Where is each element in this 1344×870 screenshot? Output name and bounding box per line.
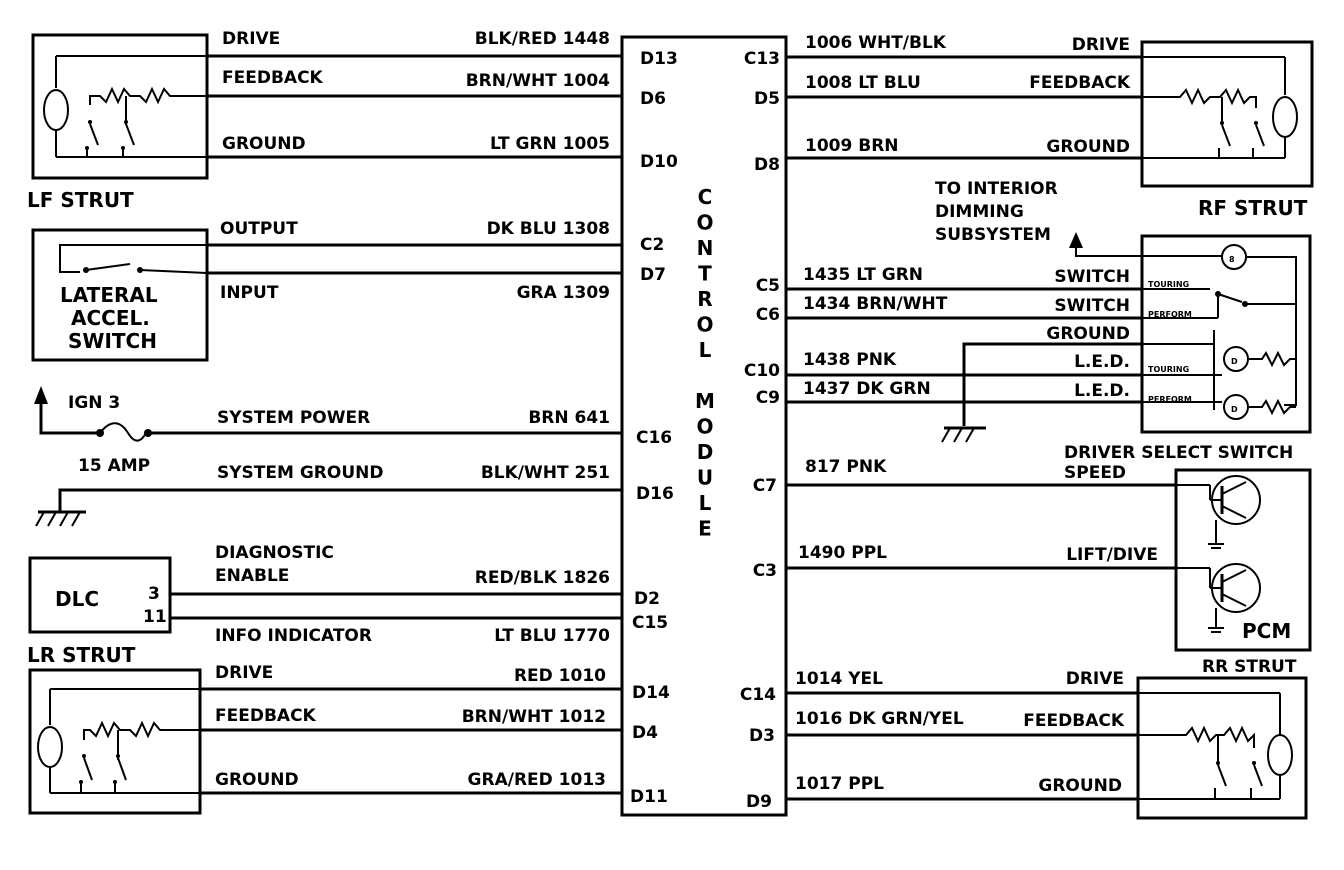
- right-labels: [740, 33, 1158, 812]
- fuse-icon: [100, 423, 146, 440]
- dimming-arrow-icon: [1069, 232, 1083, 248]
- control-module-letter: O: [696, 312, 714, 337]
- system-power-pin: C16: [636, 428, 673, 448]
- rr-feedback-func: FEEDBACK: [1023, 711, 1124, 731]
- rr-strut-label: RR STRUT: [1202, 657, 1297, 677]
- system-ground-func: SYSTEM GROUND: [217, 463, 384, 483]
- fuse-label: 15 AMP: [78, 456, 151, 476]
- rf-drive-pin: C13: [743, 49, 780, 69]
- control-module-letter: L: [698, 338, 712, 362]
- diag-enable-pin: D2: [634, 589, 660, 609]
- info-indicator-wire: LT BLU 1770: [494, 626, 610, 646]
- rf-strut: [1142, 42, 1312, 220]
- lf-strut: [27, 35, 207, 212]
- svg-text:D: D: [1231, 357, 1238, 366]
- control-module-letter: N: [696, 236, 714, 260]
- system-ground-wire: BLK/WHT 251: [480, 463, 610, 483]
- diag-enable-func-2: ENABLE: [215, 566, 290, 586]
- accel-input-pin: D7: [640, 265, 666, 285]
- rr-strut: [1138, 657, 1306, 818]
- info-indicator-func: INFO INDICATOR: [215, 626, 372, 646]
- lateral-accel-switch: [33, 230, 207, 360]
- rr-drive-pin: C14: [739, 685, 776, 705]
- pcm-liftdive-wire: 1490 PPL: [798, 543, 887, 563]
- led-perform-func: L.E.D.: [1074, 381, 1130, 401]
- led-touring-pin: C10: [743, 361, 780, 381]
- control-module-letter: C: [697, 185, 713, 209]
- rf-feedback-wire: 1008 LT BLU: [805, 73, 921, 93]
- rf-strut-switch-icon: [1142, 90, 1264, 158]
- lr-strut: [27, 643, 200, 813]
- rf-feedback-pin: D5: [754, 89, 780, 109]
- lateral-label-1: LATERAL: [60, 283, 158, 307]
- lr-ground-wire: GRA/RED 1013: [467, 770, 606, 790]
- lf-drive-pin: D13: [640, 49, 678, 69]
- dlc: [30, 558, 170, 632]
- control-module-letter: R: [697, 287, 713, 311]
- rr-drive-wire: 1014 YEL: [795, 669, 883, 689]
- lf-strut-label: LF STRUT: [27, 188, 134, 212]
- dimming-label-2: DIMMING: [935, 202, 1024, 222]
- sw-touring-func: SWITCH: [1054, 267, 1130, 287]
- lr-feedback-wire: BRN/WHT 1012: [461, 707, 606, 727]
- rf-drive-func: DRIVE: [1071, 35, 1130, 55]
- pcm-speed-func: SPEED: [1064, 463, 1127, 483]
- led-perform-wire: 1437 DK GRN: [803, 379, 931, 399]
- perform-label-1: PERFORM: [1148, 310, 1192, 319]
- pcm-speed-pin: C7: [752, 476, 777, 496]
- sw-ground-func: GROUND: [1046, 324, 1130, 344]
- control-module-vertical-label: [695, 185, 715, 541]
- lr-ground-pin: D11: [630, 787, 668, 807]
- touring-label-2: TOURING: [1148, 365, 1190, 374]
- dlc-pin-3: 3: [148, 584, 160, 604]
- rr-drive-func: DRIVE: [1065, 669, 1124, 689]
- pcm-speed-wire: 817 PNK: [805, 457, 887, 477]
- accel-output-wire: DK BLU 1308: [486, 219, 610, 239]
- lr-ground-func: GROUND: [215, 770, 299, 790]
- rr-ground-pin: D9: [746, 792, 772, 812]
- lf-drive-func: DRIVE: [222, 29, 281, 49]
- pcm-transistor-1-icon: [1176, 476, 1260, 548]
- svg-text:8: 8: [1229, 255, 1235, 264]
- rr-feedback-wire: 1016 DK GRN/YEL: [795, 709, 964, 729]
- control-module-letter: U: [696, 465, 714, 490]
- dimming-label-3: SUBSYSTEM: [935, 225, 1051, 245]
- system-power-wire: BRN 641: [528, 408, 610, 428]
- accel-output-func: OUTPUT: [220, 219, 298, 239]
- rr-feedback-pin: D3: [749, 726, 775, 746]
- pcm-liftdive-pin: C3: [752, 561, 777, 581]
- rf-feedback-func: FEEDBACK: [1029, 73, 1130, 93]
- ign-fuse: [34, 386, 152, 476]
- sw-perform-pin: C6: [755, 305, 780, 325]
- led-touring-func: L.E.D.: [1074, 352, 1130, 372]
- led-perform-pin: C9: [755, 388, 780, 408]
- control-module-letter: T: [698, 261, 712, 286]
- dlc-pin-11: 11: [143, 607, 167, 627]
- lf-ground-pin: D10: [640, 152, 678, 172]
- accel-input-wire: GRA 1309: [516, 283, 610, 303]
- lr-drive-pin: D14: [632, 683, 670, 703]
- lr-strut-switch-icon: [79, 723, 200, 793]
- rf-strut-label: RF STRUT: [1198, 196, 1308, 220]
- lf-feedback-func: FEEDBACK: [222, 68, 323, 88]
- rf-ground-pin: D8: [754, 155, 780, 175]
- switch-ground-icon: [942, 428, 986, 442]
- lr-drive-func: DRIVE: [215, 663, 274, 683]
- control-module-letter: E: [698, 516, 712, 541]
- rf-ground-func: GROUND: [1046, 137, 1130, 157]
- system-power-func: SYSTEM POWER: [217, 408, 371, 428]
- dimming-label-1: TO INTERIOR: [935, 179, 1058, 199]
- ground-icon: [36, 512, 86, 526]
- pcm: [1176, 470, 1310, 650]
- pcm-liftdive-func: LIFT/DIVE: [1066, 545, 1158, 565]
- info-indicator-pin: C15: [632, 613, 669, 633]
- rf-ground-wire: 1009 BRN: [805, 136, 899, 156]
- control-module-letter: M: [695, 389, 715, 413]
- lateral-label-3: SWITCH: [68, 329, 157, 353]
- rr-ground-wire: 1017 PPL: [795, 774, 884, 794]
- lf-feedback-pin: D6: [640, 89, 666, 109]
- diag-enable-func-1: DIAGNOSTIC: [215, 543, 334, 563]
- lf-feedback-wire: BRN/WHT 1004: [465, 71, 610, 91]
- lr-drive-wire: RED 1010: [513, 666, 606, 686]
- accel-input-func: INPUT: [220, 283, 279, 303]
- rf-strut-motor-icon: [1142, 57, 1297, 158]
- rr-ground-func: GROUND: [1038, 776, 1122, 796]
- lateral-label-2: ACCEL.: [71, 306, 150, 330]
- lr-feedback-pin: D4: [632, 723, 658, 743]
- lf-strut-switch-icon: [85, 89, 207, 157]
- driver-select-label: DRIVER SELECT SWITCH: [1064, 443, 1294, 463]
- lr-feedback-func: FEEDBACK: [215, 706, 316, 726]
- accel-output-pin: C2: [640, 235, 665, 255]
- dimming-subsystem: [935, 179, 1088, 256]
- pcm-label: PCM: [1242, 619, 1292, 643]
- lf-drive-wire: BLK/RED 1448: [474, 29, 610, 49]
- sw-touring-pin: C5: [755, 276, 780, 296]
- sw-perform-wire: 1434 BRN/WHT: [803, 294, 948, 314]
- sw-perform-func: SWITCH: [1054, 296, 1130, 316]
- ign-label: IGN 3: [68, 393, 121, 413]
- lr-strut-label: LR STRUT: [27, 643, 136, 667]
- lf-ground-wire: LT GRN 1005: [489, 134, 610, 154]
- diag-enable-wire: RED/BLK 1826: [474, 568, 610, 588]
- perform-label-2: PERFORM: [1148, 395, 1192, 404]
- control-module-letter: D: [696, 440, 714, 464]
- system-ground-pin: D16: [636, 484, 674, 504]
- control-module-letter: L: [698, 491, 712, 515]
- led-touring-wire: 1438 PNK: [803, 350, 897, 370]
- lf-ground-func: GROUND: [222, 134, 306, 154]
- ign-arrow-icon: [34, 386, 48, 404]
- control-module-letter: O: [696, 210, 714, 235]
- svg-text:D: D: [1231, 405, 1238, 414]
- rr-strut-motor-icon: [1138, 693, 1292, 799]
- sw-touring-wire: 1435 LT GRN: [803, 265, 924, 285]
- control-module-letter: O: [696, 414, 714, 439]
- rr-strut-switch-icon: [1138, 728, 1262, 799]
- touring-label-1: TOURING: [1148, 280, 1190, 289]
- rf-drive-wire: 1006 WHT/BLK: [805, 33, 946, 53]
- dlc-label: DLC: [55, 587, 100, 611]
